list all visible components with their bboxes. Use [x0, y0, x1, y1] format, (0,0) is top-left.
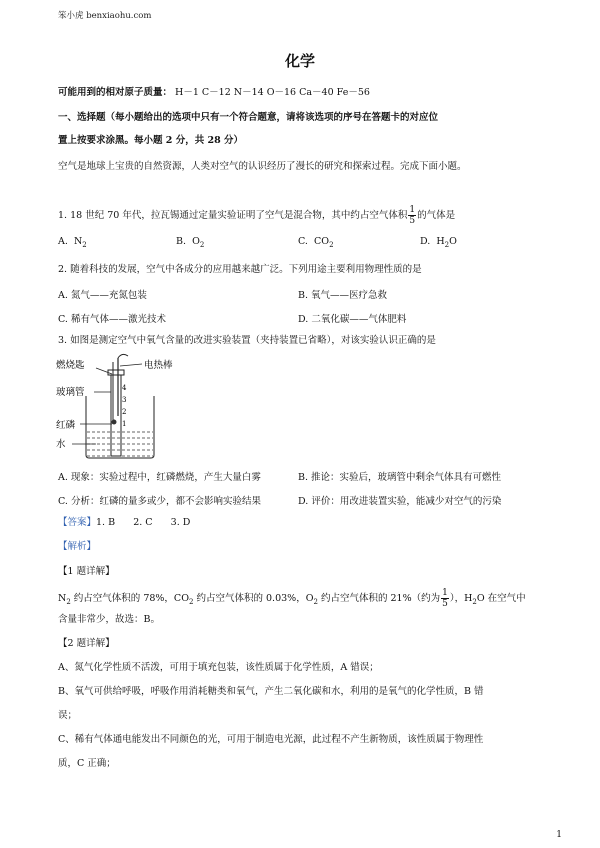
detail-2-line-c-cont: 质，C 正确； — [58, 758, 116, 769]
d1-seg-4: 约占空气体积的 21%（约为 — [317, 593, 441, 604]
q1-option-d-label: D. — [420, 236, 431, 247]
label-spoon: 燃烧匙 — [56, 360, 85, 371]
label-tube: 玻璃管 — [56, 387, 85, 398]
q2-option-b[interactable]: B. 氧气——医疗急救 — [298, 290, 388, 301]
q3-option-a[interactable]: A. 现象：实验过程中，红磷燃烧，产生大量白雾 — [58, 472, 261, 483]
q1-option-b[interactable] — [176, 236, 204, 249]
site-header: 笨小虎 benxiaohu.com — [58, 11, 152, 21]
q1-option-d-sub: 2 — [444, 240, 450, 249]
detail-2-line-b: B、氧气可供给呼吸，呼吸作用消耗糖类和氧气，产生二氧化碳和水，利用的是氧气的化学性质，B 错 — [58, 686, 484, 697]
section-heading-line2: 置上按要求涂黑。每小题 2 分，共 28 分） — [58, 135, 244, 146]
detail-2-line-a: A、氮气化学性质不活泼，可用于填充包装，该性质属于化学性质，A 错误； — [58, 662, 379, 673]
q1-option-c-label: C. — [298, 236, 308, 247]
q1-text-after: 的气体是 — [417, 210, 456, 221]
leader-rod — [120, 364, 142, 366]
atomic-mass-line — [58, 86, 370, 99]
q3-option-b[interactable]: B. 推论：实验后，玻璃管中剩余气体具有可燃性 — [298, 472, 502, 483]
d1-sub-3: 2 — [313, 597, 318, 606]
q3-option-d[interactable]: D. 评价：用改进装置实验，能减少对空气的污染 — [298, 496, 502, 507]
experiment-apparatus-figure — [56, 352, 246, 460]
label-phosphorus: 红磷 — [56, 420, 76, 431]
label-water: 水 — [56, 439, 66, 450]
question-1 — [58, 205, 455, 226]
q1-option-a-base: N — [73, 236, 83, 247]
d1-seg-3: 约占空气体积的 0.03%，O — [193, 593, 314, 604]
page-number: 1 — [556, 830, 562, 840]
q1-option-b-label: B. — [176, 236, 187, 247]
d1-seg-2: 约占空气体积的 78%，CO — [70, 593, 189, 604]
detail-2-line-b-cont: 误； — [58, 710, 78, 721]
q1-option-a[interactable] — [58, 236, 87, 249]
q2-option-c[interactable]: C. 稀有气体——激光技术 — [58, 314, 166, 325]
atomic-mass-values: H－1 C－12 N－14 O－16 Ca－40 Fe－56 — [175, 87, 370, 98]
q1-frac-num: 1 — [409, 205, 416, 215]
d1-seg-6: O 在空气中 — [476, 593, 526, 604]
q1-option-d[interactable] — [420, 236, 457, 249]
question-2: 2. 随着科技的发展，空气中各成分的应用越来越广泛。下列用途主要利用物理性质的是 — [58, 264, 422, 275]
answer-text: 1. B 2. C 3. D — [96, 517, 191, 528]
page-title: 化学 — [284, 52, 315, 70]
intro-paragraph: 空气是地球上宝贵的自然资源，人类对空气的认识经历了漫长的研究和探索过程。完成下面小题。 — [58, 161, 467, 172]
q2-option-d[interactable]: D. 二氧化碳——气体肥料 — [298, 314, 407, 325]
atomic-mass-label: 可能用到的相对原子质量： — [58, 87, 173, 98]
detail-1-line1 — [58, 588, 526, 609]
detail-2-line-c: C、稀有气体通电能发出不同颜色的光，可用于制造电光源，此过程不产生新物质，该性质属于物理性 — [58, 734, 484, 745]
tick-1: 1 — [122, 420, 127, 428]
d1-fraction — [441, 588, 449, 609]
red-phosphorus — [112, 420, 117, 425]
water-hatching — [87, 432, 153, 456]
q1-frac-den: 5 — [409, 216, 416, 226]
q1-option-b-sub: 2 — [199, 240, 205, 249]
tick-4: 4 — [122, 384, 127, 392]
q1-fraction — [408, 205, 416, 226]
tick-2: 2 — [122, 408, 127, 416]
answer-line — [58, 516, 190, 529]
detail-1-heading: 【1 题详解】 — [58, 566, 115, 577]
beaker — [86, 396, 154, 458]
q3-option-c[interactable]: C. 分析：红磷的量多或少，都不会影响实验结果 — [58, 496, 261, 507]
d1-frac-den: 5 — [442, 599, 448, 609]
q1-option-c-sub: 2 — [329, 240, 334, 249]
answer-label: 【答案】 — [58, 517, 97, 528]
q2-option-a[interactable]: A. 氮气——充氮包装 — [58, 290, 147, 301]
d1-sub-5: 2 — [472, 597, 477, 606]
d1-sub-1: 2 — [66, 597, 71, 606]
stopper — [108, 370, 124, 375]
q1-option-a-label: A. — [58, 236, 68, 247]
detail-2-heading: 【2 题详解】 — [58, 638, 115, 649]
d1-seg-5: ），H — [449, 593, 473, 604]
q1-option-c[interactable] — [298, 236, 334, 249]
rod-wire — [118, 354, 128, 358]
section-heading-line1: 一、选择题（每小题给出的选项中只有一个符合题意，请将该选项的序号在答题卡的对应位 — [58, 112, 439, 123]
label-rod: 电热棒 — [144, 360, 173, 371]
q1-option-d-tail: O — [449, 236, 457, 247]
q1-text-before: 1. 18 世纪 70 年代，拉瓦锡通过定量实验证明了空气是混合物，其中约占空气体积 — [58, 210, 408, 221]
detail-1-line2: 含量非常少，故选：B。 — [58, 614, 160, 625]
q1-option-b-base: O — [192, 236, 200, 247]
tick-3: 3 — [122, 396, 127, 404]
question-3: 3. 如图是测定空气中氧气含量的改进实验装置（夹持装置已省略），对该实验认识正确的是 — [58, 335, 436, 346]
q1-option-a-sub: 2 — [82, 240, 87, 249]
d1-sub-2: 2 — [189, 597, 194, 606]
analysis-label: 【解析】 — [58, 541, 97, 552]
d1-frac-num: 1 — [442, 588, 448, 598]
d1-seg-1: N — [58, 593, 67, 604]
q1-option-d-base: H — [436, 236, 445, 247]
q1-option-c-base: CO — [314, 236, 330, 247]
